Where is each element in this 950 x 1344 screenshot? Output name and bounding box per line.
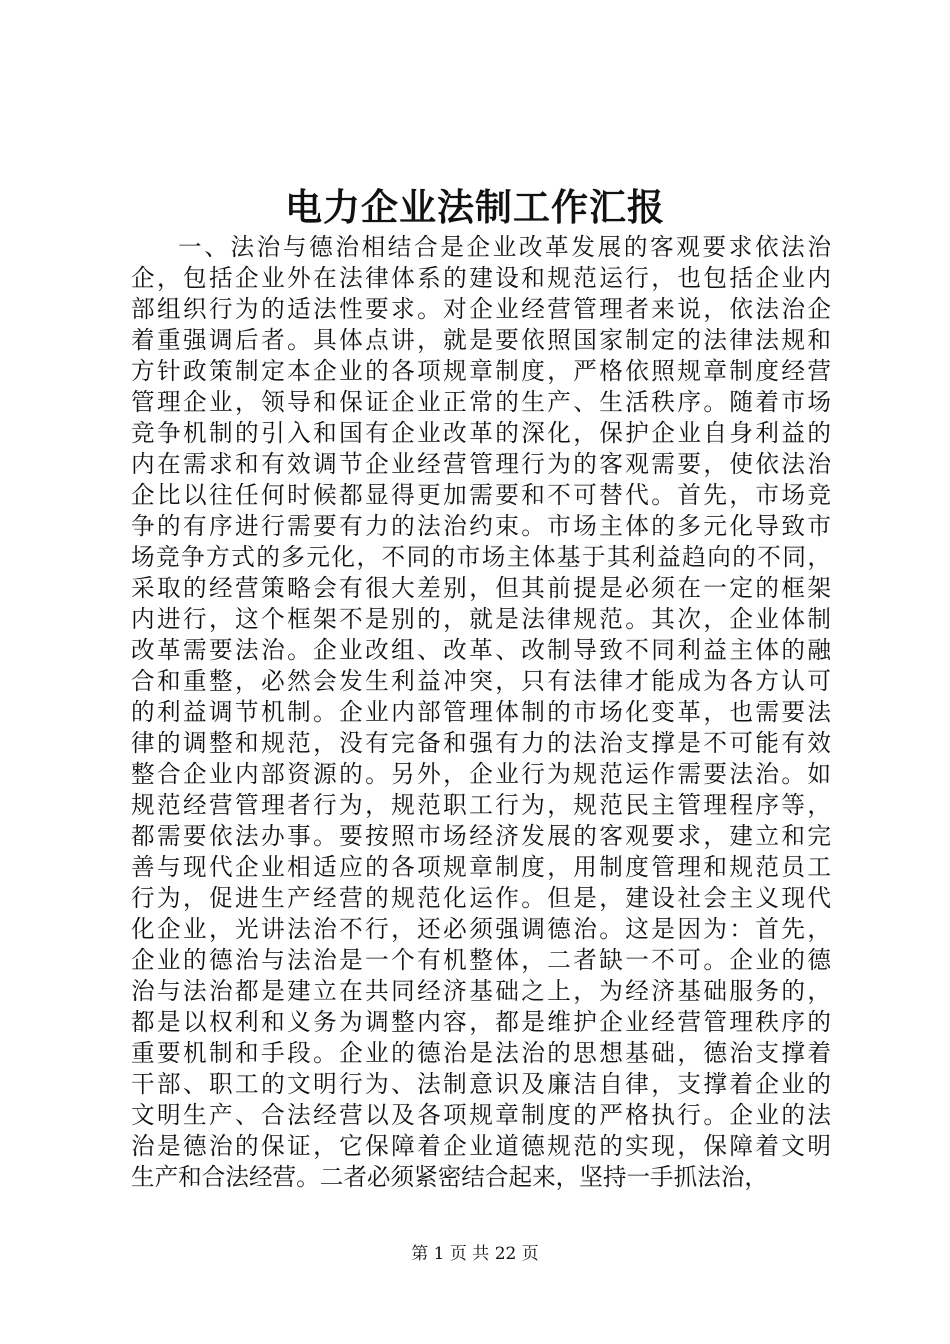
body-line: 改革需要法治。企业改组、改革、改制导致不同利益主体的融	[131, 636, 831, 664]
body-line: 合和重整，必然会发生利益冲突，只有法律才能成为各方认可	[131, 667, 831, 695]
body-line: 内进行，这个框架不是别的，就是法律规范。其次，企业体制	[131, 605, 831, 633]
body-line: 争的有序进行需要有力的法治约束。市场主体的多元化导致市	[131, 512, 831, 540]
body-line: 治与法治都是建立在共同经济基础之上，为经济基础服务的，	[131, 977, 831, 1005]
body-line: 化企业，光讲法治不行，还必须强调德治。这是因为：首先，	[131, 915, 831, 943]
document-title: 电力企业法制工作汇报	[285, 185, 665, 229]
body-line: 干部、职工的文明行为、法制意识及廉洁自律，支撑着企业的	[131, 1070, 831, 1098]
body-line: 企业的德治与法治是一个有机整体，二者缺一不可。企业的德	[131, 946, 831, 974]
body-line: 一、法治与德治相结合是企业改革发展的客观要求依法治	[178, 233, 831, 261]
body-line: 场竞争方式的多元化，不同的市场主体基于其利益趋向的不同，	[131, 543, 831, 571]
body-line: 生产和合法经营。二者必须紧密结合起来，坚持一手抓法治，	[131, 1163, 769, 1191]
body-line: 企比以往任何时候都显得更加需要和不可替代。首先，市场竞	[131, 481, 831, 509]
body-line: 部组织行为的适法性要求。对企业经营管理者来说，依法治企	[131, 295, 831, 323]
body-line: 都是以权利和义务为调整内容，都是维护企业经营管理秩序的	[131, 1008, 831, 1036]
body-line: 整合企业内部资源的。另外，企业行为规范运作需要法治。如	[131, 760, 831, 788]
page-number: 第 1 页 共 22 页	[411, 1244, 539, 1264]
body-line: 文明生产、合法经营以及各项规章制度的严格执行。企业的法	[131, 1101, 831, 1129]
body-line: 善与现代企业相适应的各项规章制度，用制度管理和规范员工	[131, 853, 831, 881]
body-line: 着重强调后者。具体点讲，就是要依照国家制定的法律法规和	[131, 326, 831, 354]
body-line: 治是德治的保证，它保障着企业道德规范的实现，保障着文明	[131, 1132, 831, 1160]
body-line: 规范经营管理者行为，规范职工行为，规范民主管理程序等，	[131, 791, 831, 819]
body-line: 重要机制和手段。企业的德治是法治的思想基础，德治支撑着	[131, 1039, 831, 1067]
document-body	[131, 232, 831, 1193]
body-line: 竞争机制的引入和国有企业改革的深化，保护企业自身利益的	[131, 419, 831, 447]
body-line: 律的调整和规范，没有完备和强有力的法治支撑是不可能有效	[131, 729, 831, 757]
body-line: 内在需求和有效调节企业经营管理行为的客观需要，使依法治	[131, 450, 831, 478]
body-line: 企，包括企业外在法律体系的建设和规范运行，也包括企业内	[131, 264, 831, 292]
body-line: 管理企业，领导和保证企业正常的生产、生活秩序。随着市场	[131, 388, 831, 416]
body-line: 行为，促进生产经营的规范化运作。但是，建设社会主义现代	[131, 884, 831, 912]
body-line: 的利益调节机制。企业内部管理体制的市场化变革，也需要法	[131, 698, 831, 726]
body-line: 都需要依法办事。要按照市场经济发展的客观要求，建立和完	[131, 822, 831, 850]
body-line: 采取的经营策略会有很大差别，但其前提是必须在一定的框架	[131, 574, 831, 602]
body-line: 方针政策制定本企业的各项规章制度，严格依照规章制度经营	[131, 357, 831, 385]
